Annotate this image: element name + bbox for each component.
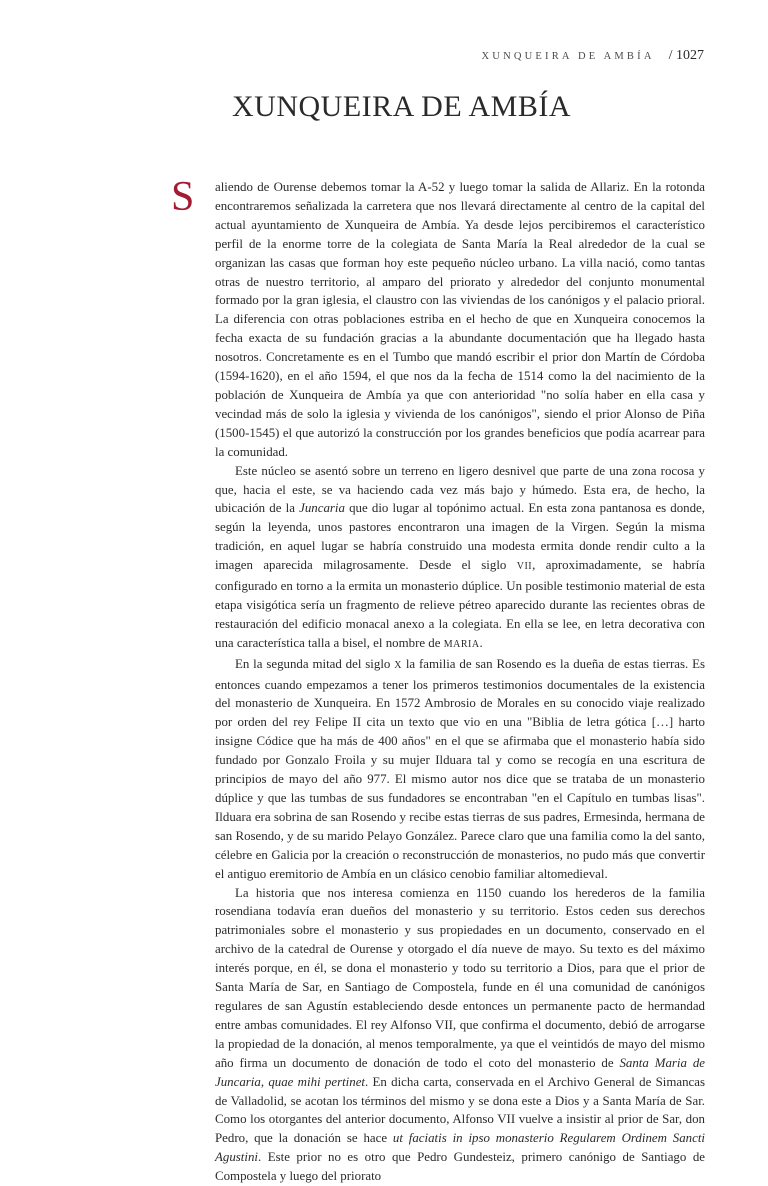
body-text xyxy=(171,174,706,1186)
drop-cap: S xyxy=(171,174,195,220)
paragraph-3-text-b: la familia de san Rosendo es la dueña de estas tierras. Es entonces cuando empezamos a tener los primeros testimonios documentales de la existencia del monasterio de Xunqueira. En 1572 Ambrosio de Morales en su conocido viaje realizado por orden del rey Felipe II cita un texto que vio en una "Biblia de letra gótica […] harto insigne Códice que ha más de 400 años" en el que se afirmaba que el monasterio había sido fundado por Gonzalo Froila y su mujer Ilduara tal y como se recogía en una escritura de principios de mayo del año 977. El mismo autor nos dice que se trataba de un monasterio dúplice y que las tumbas de sus fundadores se encontraban "en el Capítulo en tumbas lisas". Ilduara era sobrina de san Rosendo y recibe estas tierras de sus padres, Ermesinda, hermana de san Rosendo, y de su marido Pelayo González. Parece claro que una familia como la del santo, célebre en Galicia por la creación o reconstrucción de monasterios, no pudo más que convertir el antiguo eremitorio de Ambía en un clásico cenobio familiar altomedieval. xyxy=(215,656,705,881)
paragraph-3 xyxy=(215,655,705,884)
paragraph-2-italic-a: Juncaria xyxy=(299,501,345,516)
chapter-title: XUNQUEIRA DE AMBÍA xyxy=(232,90,571,123)
paragraph-3-text-a: En la segunda mitad del siglo xyxy=(235,656,395,671)
paragraph-2-smallcaps-b: MARIA xyxy=(443,638,480,650)
paragraph-4-text-b: . En dicha carta, conservada en el Archivo General de Simancas de Valladolid, se acotan los términos del mismo y se dona este a Dios y a Santa María de Sar. Como los otorgantes del anterior documento, Alfonso VII vuelve a insistir al prior de Sar, don Pedro, que la donación se hace xyxy=(215,1074,705,1146)
paragraph-4-italic-a: Santa Maria de Juncaria, quae mihi pertinet xyxy=(215,1055,706,1089)
paragraph-2-smallcaps-a: VII xyxy=(516,561,533,573)
running-title: XUNQUEIRA DE AMBÍA xyxy=(481,51,655,62)
paragraph-4 xyxy=(215,884,705,1186)
paragraph-2-text-b: que dio lugar al topónimo actual. En esta zona pantanosa es donde, según la leyenda, unos pastores encontraron una imagen de la Virgen. Según la misma tradición, en aquel lugar se habría construido una modesta ermita donde rendir culto a la imagen aparecida milagrosamente. Desde el siglo xyxy=(215,501,705,573)
paragraph-4-text-a: La historia que nos interesa comienza en 1150 cuando los herederos de la familia rosendiana todavía eran dueños del monasterio y su territorio. Estos ceden sus derechos patrimoniales sobre el monasterio y sus propiedades en un documento, conservado en el archivo de la catedral de Ourense y otorgado el día nueve de mayo. Su texto es del máximo interés porque, en él, se dona el monasterio y todo su territorio a Dios, para que el prior de Santa María de Sar, en Santiago de Compostela, funde en él una comunidad de canónigos regulares de san Agustín estableciendo desde entonces un permanente pacto de hermandad entre ambas comunidades. El rey Alfonso VII, que confirma el documento, debió de arrogarse la propiedad de la donación, al menos temporalmente, ya que el veintidós de mayo del mismo año firma un documento de donación de todo el coto del monasterio de xyxy=(215,885,705,1070)
paragraph-2-text-a: Este núcleo se asentó sobre un terreno en ligero desnivel que parte de una zona rocosa y que, hacia el este, se va haciendo cada vez más bajo y húmedo. Esta era, de hecho, la ubicación de la xyxy=(215,463,705,516)
paragraph-1 xyxy=(171,174,705,462)
paragraph-4-italic-b: ut faciatis in ipso monasterio Regularem Ordinem Sancti Agustini xyxy=(215,1131,705,1165)
paragraph-2-text-c: , aproximadamente, se habría configurado en torno a la ermita un monasterio dúplice. Un posible testimonio material de esta etapa visigótica sería un fragmento de relieve pétreo aparecido durante las recientes obras de restauración del edificio monacal anexo a la colegiata. En ella se lee, en letra decorativa con una característica talla a bisel, el nombre de xyxy=(215,558,705,650)
paragraph-1-text: aliendo de Ourense debemos tomar la A-52 y luego tomar la salida de Allariz. En la rotonda encontraremos señalizada la carretera que nos llevará directamente al centro de la capital del actual ayuntamiento de Xunqueira de Ambía. Ya desde lejos percibiremos el característico perfil de la enorme torre de la colegiata de Santa María la Real alrededor de la cual se organizan las casas que forman hoy este pequeño núcleo urbano. La villa nació, como tantas otras de nuestro territorio, al amparo del priorato y alrededor del conjunto monumental formado por la gran iglesia, el claustro con las viviendas de los canónigos y el palacio prioral. La diferencia con otras poblaciones estriba en el hecho de que en Xunqueira conocemos la fecha exacta de su fundación gracias a la abundante documentación que ha llegado hasta nosotros. Concretamente es en el Tumbo que mandó escribir el prior don Martín de Córdoba (1594-1620), en el año 1594, el que nos da la fecha de 1514 como la del nacimiento de la población de Xunqueira de Ambía ya que con anterioridad "no solía haber en ella casa y vecindad más de solo la iglesia y vivienda de los canónigos", siendo el prior Alonso de Piña (1500-1545) el que autorizó la construcción por los grandes beneficios que podía acarrear para la comunidad. xyxy=(215,180,705,459)
running-head xyxy=(482,48,705,64)
paragraph-2-text-d: . xyxy=(479,635,483,650)
paragraph-2 xyxy=(215,462,705,655)
paragraph-4-text-c: . Este prior no es otro que Pedro Gundesteiz, primero canónigo de Santiago de Compostela y luego del priorato xyxy=(215,1150,705,1184)
page-number: / 1027 xyxy=(668,48,704,63)
paragraph-3-smallcaps-a: X xyxy=(394,659,402,671)
